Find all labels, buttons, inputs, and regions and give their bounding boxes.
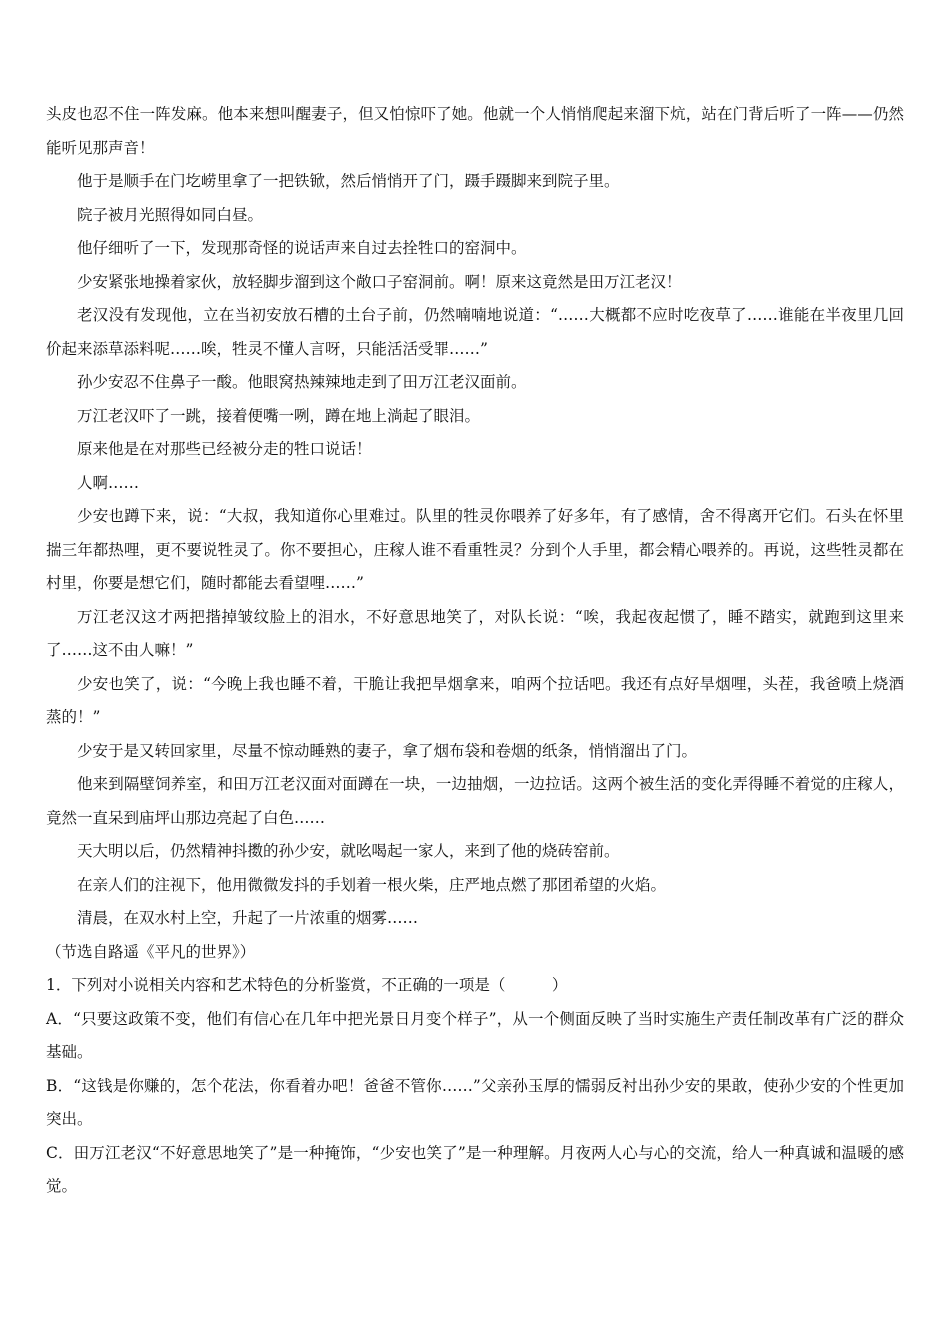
paragraph: 头皮也忍不住一阵发麻。他本来想叫醒妻子，但又怕惊吓了她。他就一个人悄悄爬起来溜下炕，站在门背后听了一阵——仍然能听见那声音！ bbox=[46, 105, 904, 157]
paragraph: 人啊…… bbox=[77, 473, 140, 492]
source-citation: （节选自路遥《平凡的世界》） bbox=[46, 942, 256, 961]
paragraph: 少安紧张地操着家伙，放轻脚步溜到这个敞口子窑洞前。啊！原来这竟然是田万江老汉！ bbox=[77, 272, 682, 291]
paragraph: 他仔细听了一下，发现那奇怪的说话声来自过去拴牲口的窑洞中。 bbox=[77, 239, 527, 257]
paragraph: 原来他是在对那些已经被分走的牲口说话！ bbox=[77, 440, 372, 458]
question-stem: 1．下列对小说相关内容和艺术特色的分析鉴赏，不正确的一项是（ ） bbox=[46, 976, 568, 994]
paragraph: 他来到隔壁饲养室，和田万江老汉面对面蹲在一块，一边抽烟，一边拉话。这两个被生活的变化弄得睡不着觉的庄稼人，竟然一直呆到庙坪山那边亮起了白色…… bbox=[46, 775, 904, 827]
paragraph: 少安也笑了，说：“今晚上我也睡不着，干脆让我把旱烟拿来，咱两个拉话吧。我还有点好旱烟哩，头茬，我爸喷上烧酒蒸的！” bbox=[46, 674, 904, 726]
paragraph: 少安也蹲下来，说：“大叔，我知道你心里难过。队里的牲灵你喂养了好多年，有了感情，舍不得离开它们。石头在怀里揣三年都热哩，更不要说牲灵了。你不要担心，庄稼人谁不看重牲灵？分到个人手里，都会精心喂养的。再说，这些牲灵都在村里，你要是想它们，随时都能去看望哩……” bbox=[46, 507, 904, 592]
answer-option-b: B．“这钱是你赚的，怎个花法，你看着办吧！爸爸不管你……”父亲孙玉厚的懦弱反衬出孙少安的果敢，使孙少安的个性更加突出。 bbox=[46, 1076, 904, 1128]
paragraph: 万江老汉这才两把揩掉皱纹脸上的泪水，不好意思地笑了，对队长说：“唉，我起夜起惯了，睡不踏实，就跑到这里来了……这不由人嘛！” bbox=[46, 607, 904, 659]
answer-option-c: C．田万江老汉“不好意思地笑了”是一种掩饰，“少安也笑了”是一种理解。月夜两人心与心的交流，给人一种真诚和温暖的感觉。 bbox=[46, 1143, 904, 1195]
paragraph: 少安于是又转回家里，尽量不惊动睡熟的妻子，拿了烟布袋和卷烟的纸条，悄悄溜出了门。 bbox=[77, 741, 698, 760]
paragraph: 万江老汉吓了一跳，接着便嘴一咧，蹲在地上淌起了眼泪。 bbox=[77, 406, 481, 425]
paragraph: 孙少安忍不住鼻子一酸。他眼窝热辣辣地走到了田万江老汉面前。 bbox=[77, 373, 527, 391]
paragraph: 院子被月光照得如同白昼。 bbox=[77, 205, 264, 224]
paragraph: 清晨，在双水村上空，升起了一片浓重的烟雾…… bbox=[77, 909, 419, 927]
paragraph: 老汉没有发现他，立在当初安放石槽的土台子前，仍然喃喃地说道：“……大概都不应时吃夜草了……谁能在半夜里几回价起来添草添料呢……唉，牲灵不懂人言呀，只能活活受罪……” bbox=[46, 306, 904, 358]
answer-option-a: A．“只要这政策不变，他们有信心在几年中把光景日月变个样子”，从一个侧面反映了当时实施生产责任制改革有广泛的群众基础。 bbox=[46, 1009, 904, 1061]
paragraph: 他于是顺手在门圪崂里拿了一把铁锨，然后悄悄开了门，蹑手蹑脚来到院子里。 bbox=[77, 172, 620, 190]
paragraph: 在亲人们的注视下，他用微微发抖的手划着一根火柴，庄严地点燃了那团希望的火焰。 bbox=[77, 875, 667, 894]
paragraph: 天大明以后，仍然精神抖擞的孙少安，就吆喝起一家人，来到了他的烧砖窑前。 bbox=[77, 842, 620, 860]
